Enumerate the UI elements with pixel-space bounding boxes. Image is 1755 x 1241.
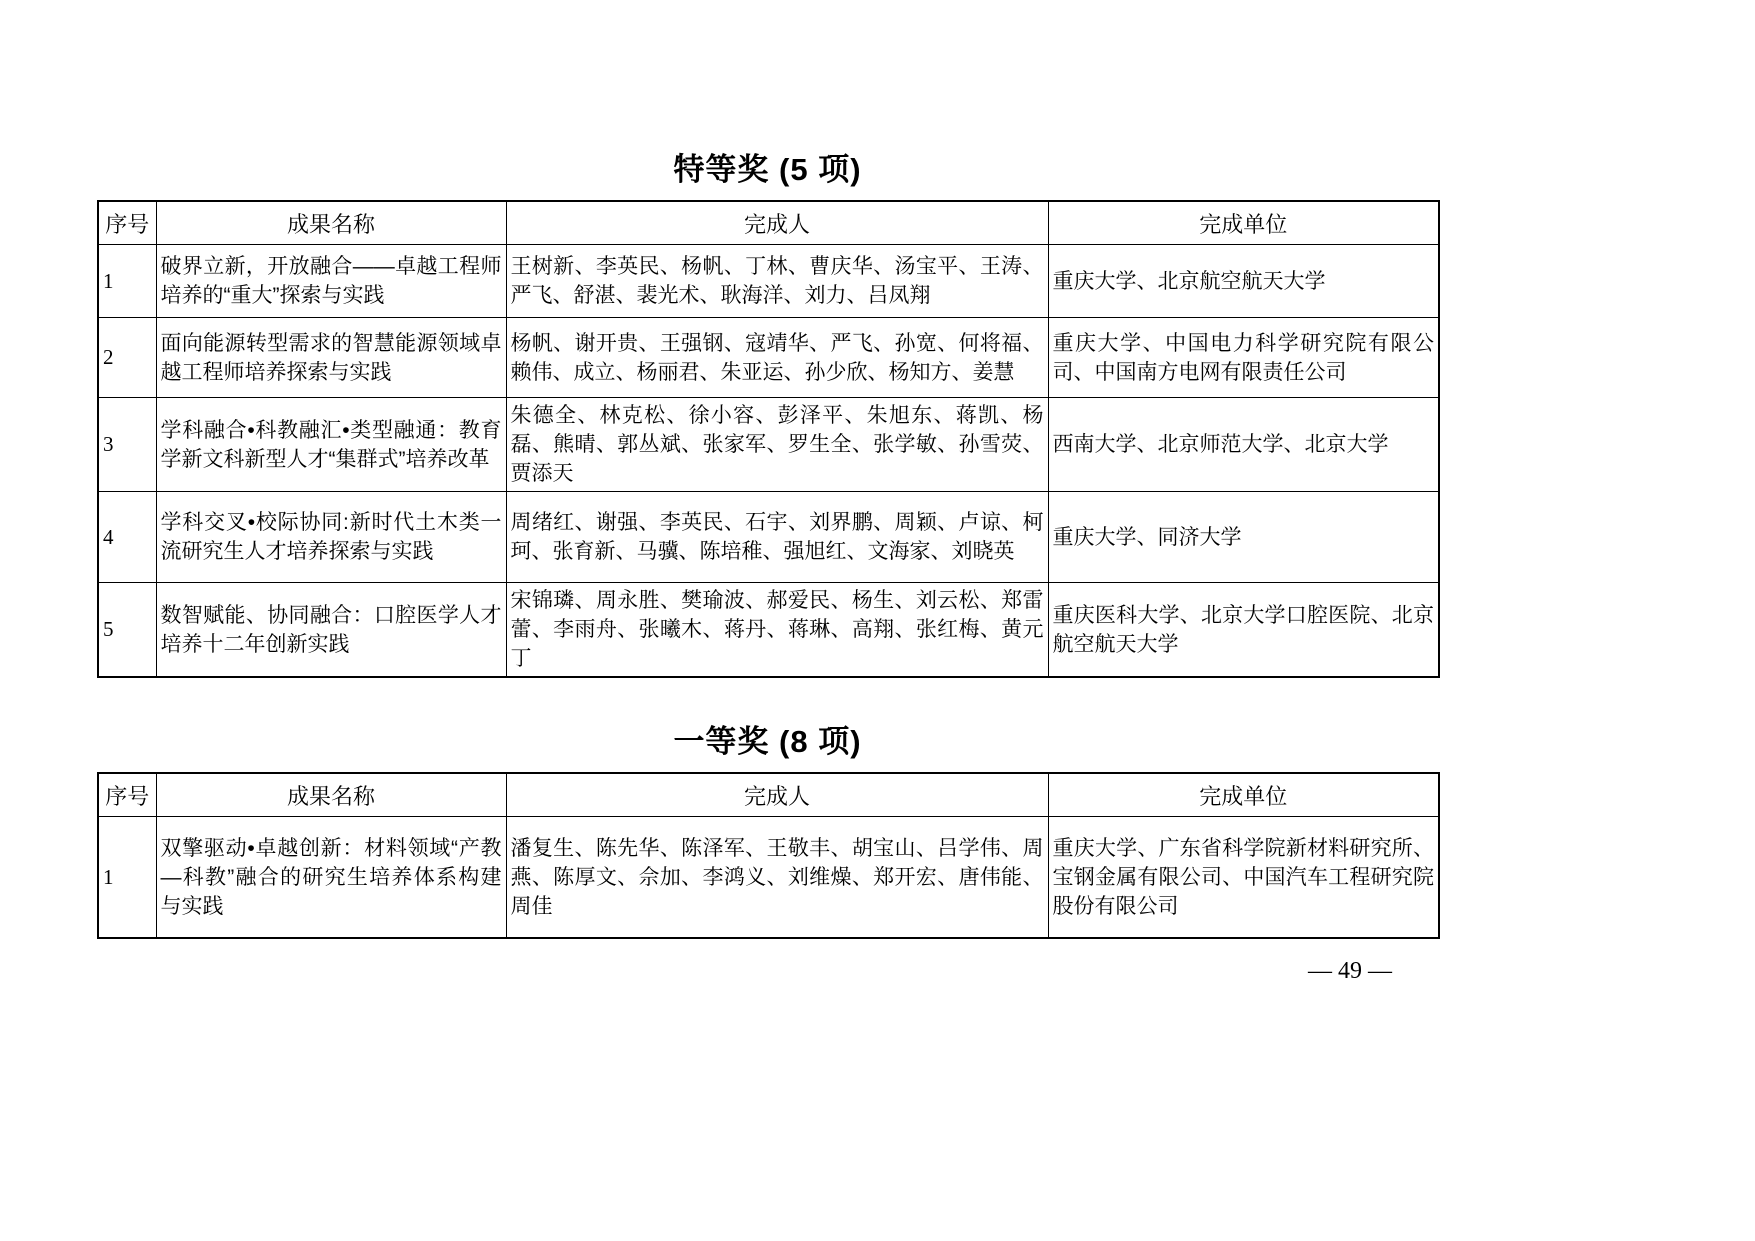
- table-row: [98, 398, 1439, 492]
- cell-completers: 宋锦璘、周永胜、樊瑜波、郝爱民、杨生、刘云松、郑雷蕾、李雨舟、张曦木、蒋丹、蒋琳、高翔、张红梅、黄元丁: [506, 583, 1048, 678]
- cell-completers: 王树新、李英民、杨帆、丁林、曹庆华、汤宝平、王涛、严飞、舒湛、裴光术、耿海洋、刘力、吕凤翔: [506, 245, 1048, 318]
- page-content: [97, 0, 1438, 939]
- cell-completers: 潘复生、陈先华、陈泽军、王敬丰、胡宝山、吕学伟、周燕、陈厚文、佘加、李鸿义、刘维燥、郑开宏、唐伟能、周佳: [506, 817, 1048, 939]
- table-row: [98, 318, 1439, 398]
- column-header-achievement-name: 成果名称: [156, 201, 506, 245]
- cell-completing-units: 重庆大学、广东省科学院新材料研究所、宝钢金属有限公司、中国汽车工程研究院股份有限公司: [1048, 817, 1439, 939]
- awards-table-special-prize: [97, 200, 1440, 678]
- award-tier-title-special-prize: 特等奖 (5 项): [673, 152, 862, 187]
- cell-completers: 朱德全、林克松、徐小容、彭泽平、朱旭东、蒋凯、杨磊、熊晴、郭丛斌、张家军、罗生全、张学敏、孙雪荧、贾添天: [506, 398, 1048, 492]
- column-header-completing-units: 完成单位: [1048, 201, 1439, 245]
- cell-achievement-name: 学科交叉•校际协同:新时代土木类一流研究生人才培养探索与实践: [156, 492, 506, 583]
- column-header-achievement-name: 成果名称: [156, 773, 506, 817]
- cell-completing-units: 重庆大学、中国电力科学研究院有限公司、中国南方电网有限责任公司: [1048, 318, 1439, 398]
- column-header-index: 序号: [98, 201, 156, 245]
- column-header-completers: 完成人: [506, 773, 1048, 817]
- table-row: [98, 817, 1439, 939]
- award-tier-title-first-prize: 一等奖 (8 项): [673, 724, 862, 759]
- awards-table-first-prize: [97, 772, 1440, 939]
- column-header-completing-units: 完成单位: [1048, 773, 1439, 817]
- cell-completers: 杨帆、谢开贵、王强钢、寇靖华、严飞、孙宽、何将福、赖伟、成立、杨丽君、朱亚运、孙少欣、杨知方、姜慧: [506, 318, 1048, 398]
- cell-index: 1: [98, 245, 156, 318]
- cell-index: 1: [98, 817, 156, 939]
- column-header-index: 序号: [98, 773, 156, 817]
- table-row: [98, 245, 1439, 318]
- cell-completers: 周绪红、谢强、李英民、石宇、刘界鹏、周颖、卢谅、柯珂、张育新、马骥、陈培稚、强旭红、文海家、刘晓英: [506, 492, 1048, 583]
- table-row: [98, 583, 1439, 678]
- table-header-row: [98, 201, 1439, 245]
- cell-achievement-name: 数智赋能、协同融合：口腔医学人才培养十二年创新实践: [156, 583, 506, 678]
- cell-achievement-name: 双擎驱动•卓越创新：材料领域“产教—科教”融合的研究生培养体系构建与实践: [156, 817, 506, 939]
- cell-index: 2: [98, 318, 156, 398]
- cell-index: 4: [98, 492, 156, 583]
- table-header-row: [98, 773, 1439, 817]
- cell-achievement-name: 学科融合•科教融汇•类型融通：教育学新文科新型人才“集群式”培养改革: [156, 398, 506, 492]
- cell-completing-units: 西南大学、北京师范大学、北京大学: [1048, 398, 1439, 492]
- cell-completing-units: 重庆大学、同济大学: [1048, 492, 1439, 583]
- cell-achievement-name: 破界立新，开放融合——卓越工程师培养的“重大”探索与实践: [156, 245, 506, 318]
- column-header-completers: 完成人: [506, 201, 1048, 245]
- cell-index: 5: [98, 583, 156, 678]
- cell-index: 3: [98, 398, 156, 492]
- table-row: [98, 492, 1439, 583]
- cell-achievement-name: 面向能源转型需求的智慧能源领域卓越工程师培养探索与实践: [156, 318, 506, 398]
- cell-completing-units: 重庆医科大学、北京大学口腔医院、北京航空航天大学: [1048, 583, 1439, 678]
- page-number: — 49 —: [1308, 958, 1392, 984]
- cell-completing-units: 重庆大学、北京航空航天大学: [1048, 245, 1439, 318]
